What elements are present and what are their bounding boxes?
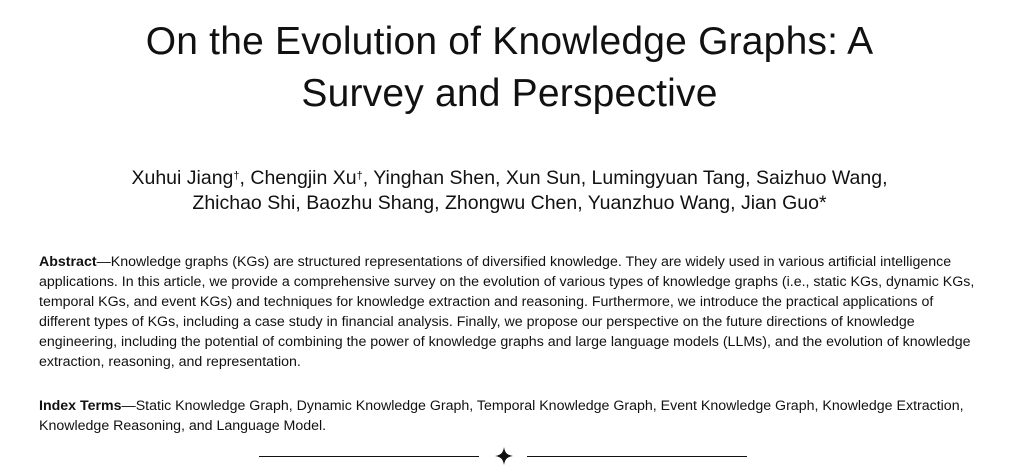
author-name: Saizhuo Wang [755, 167, 883, 189]
section-divider [0, 456, 1019, 457]
abstract [39, 252, 979, 372]
author-separator: , [745, 167, 756, 189]
abstract-label: Abstract [39, 254, 97, 270]
author-name: Xuhui Jiang [131, 167, 234, 189]
author-separator: , [495, 167, 506, 189]
divider-rule-right [527, 456, 747, 457]
paper-title-line1: On the Evolution of Knowledge Graphs: A [145, 20, 874, 63]
author-name: Chengjin Xu [250, 167, 357, 189]
author-name: Yinghan Shen [373, 167, 496, 189]
author-separator: , [362, 167, 374, 189]
author-list-line1 [0, 166, 1019, 191]
index-terms-label: Index Terms [39, 398, 122, 414]
author-list-line2: Zhichao Shi, Baozhu Shang, Zhongwu Chen, Yuanzhuo Wang, Jian Guo* [192, 192, 827, 214]
author-affiliation-mark: † [356, 170, 363, 182]
author-separator: , [239, 167, 251, 189]
index-terms-text: Static Knowledge Graph, Dynamic Knowledge Graph, Temporal Knowledge Graph, Event Knowledge Graph, Knowledge Extraction, Knowledge Reasoning, and Language Model. [39, 398, 964, 434]
author-list [0, 166, 1019, 216]
author-separator: , [882, 167, 888, 189]
index-terms [39, 396, 979, 436]
paper-title [0, 16, 1019, 120]
author-separator: , [580, 167, 592, 189]
author-name: Lumingyuan Tang [591, 167, 746, 189]
index-terms-dash: — [121, 398, 136, 414]
diamond-ornament-icon [495, 447, 513, 465]
paper-title-line2: Survey and Perspective [301, 72, 718, 115]
author-name: Xun Sun [505, 167, 581, 189]
abstract-text: Knowledge graphs (KGs) are structured representations of diversified knowledge. They are widely used in various artificial intelligence applications. In this article, we provide a comprehensive survey on the evolution of various types of knowledge graphs (i.e., static KGs, dynamic KGs, temporal KGs, and event KGs) and techniques for knowledge extraction and reasoning. Furthermore, we introduce the practical applications of different types of KGs, including a case study in financial analysis. Finally, we propose our perspective on the future directions of knowledge engineering, including the potential of combining the power of knowledge graphs and large language models (LLMs), and the evolution of knowledge extraction, reasoning, and representation. [39, 254, 975, 370]
abstract-dash: — [96, 254, 111, 270]
divider-rule-left [259, 456, 479, 457]
author-affiliation-mark: † [233, 170, 240, 182]
